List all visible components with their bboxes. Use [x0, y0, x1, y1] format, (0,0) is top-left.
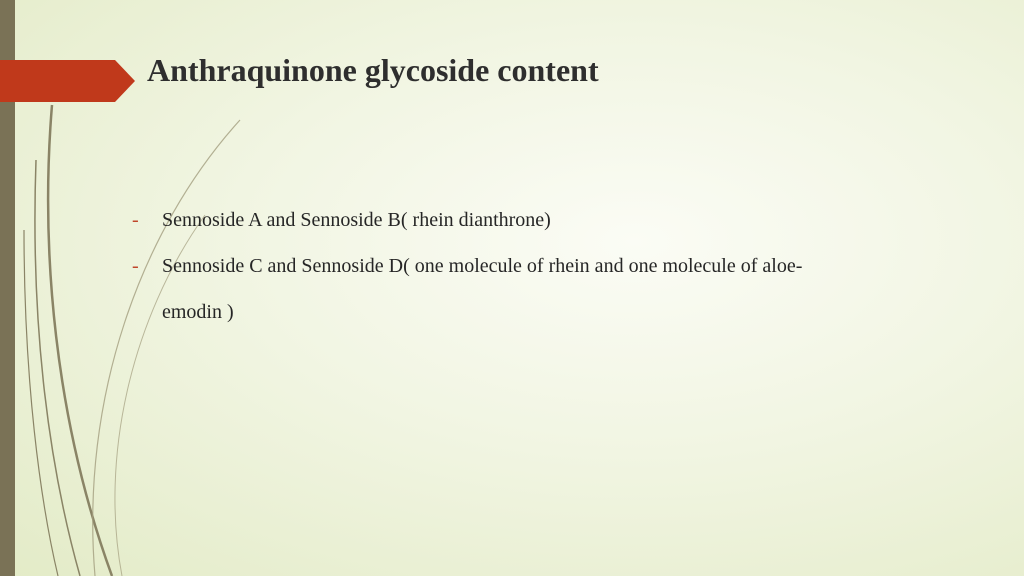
- bullet-dash: -: [132, 209, 139, 231]
- bullet-list: [132, 197, 852, 335]
- slide-title: Anthraquinone glycoside content: [147, 52, 599, 88]
- title-arrow-shape: [0, 60, 135, 102]
- bullet-text: Sennoside A and Sennoside B( rhein dianthrone): [162, 209, 551, 231]
- bullet-text: Sennoside C and Sennoside D( one molecule of rhein and one molecule of aloe-emodin ): [162, 255, 803, 323]
- bullet-item: [132, 197, 852, 243]
- bullet-dash: -: [132, 255, 139, 277]
- bullet-item: [132, 243, 852, 335]
